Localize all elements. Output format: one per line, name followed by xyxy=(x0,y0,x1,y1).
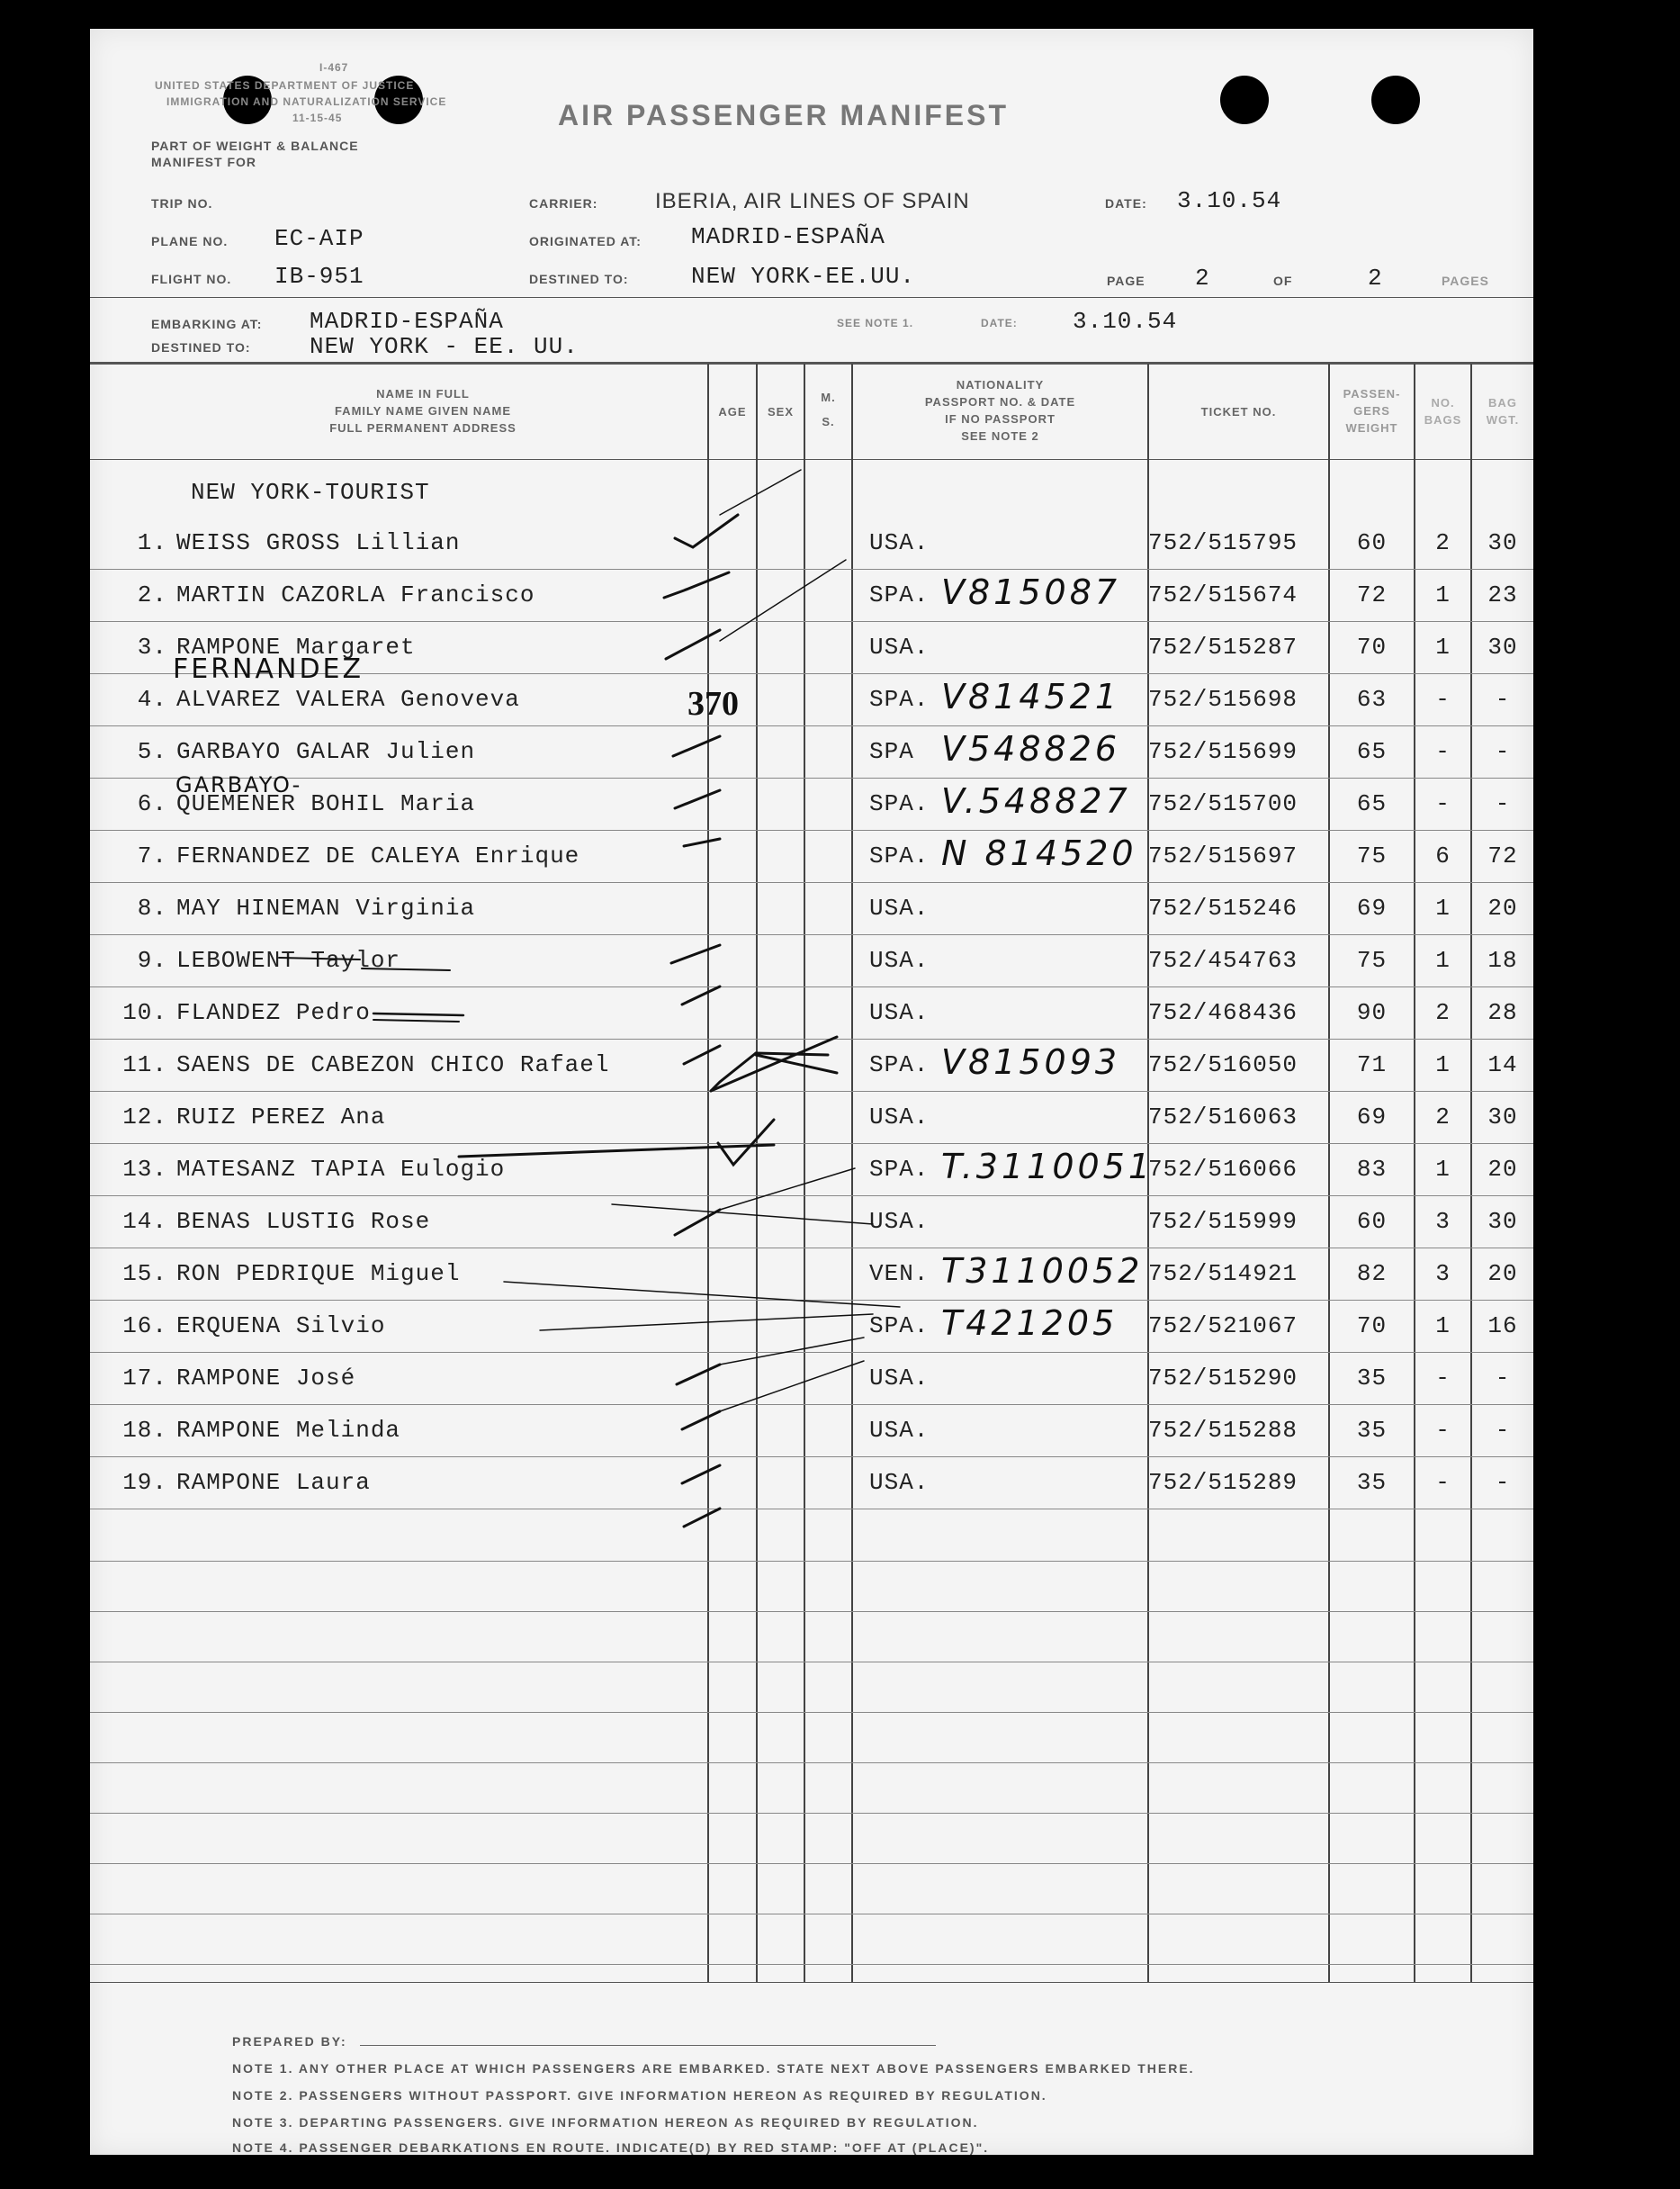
ticket-number: 752/515697 xyxy=(1148,842,1298,869)
row-number: 15. xyxy=(122,1260,167,1287)
bag-count: - xyxy=(1435,686,1451,713)
row-number: 7. xyxy=(137,842,167,869)
page-number: 2 xyxy=(1195,265,1210,292)
passenger-name: QUEMENER BOHIL Maria xyxy=(176,790,476,817)
passenger-weight: 65 xyxy=(1356,738,1388,765)
bag-weight: - xyxy=(1495,1469,1511,1496)
row-number: 3. xyxy=(137,634,167,661)
bag-count: - xyxy=(1435,790,1451,817)
col-age-header: AGE xyxy=(718,405,747,419)
passport-number: V814521 xyxy=(941,677,1121,716)
flight-no: IB-951 xyxy=(274,263,364,290)
passenger-weight: 69 xyxy=(1356,895,1388,922)
passenger-weight: 65 xyxy=(1356,790,1388,817)
ticket-number: 752/521067 xyxy=(1148,1312,1298,1339)
prepared-by-label: PREPARED BY: xyxy=(232,2034,347,2049)
check-mark xyxy=(675,1210,720,1235)
check-mark xyxy=(675,515,738,547)
nationality: SPA xyxy=(869,738,914,765)
originated: MADRID-ESPAÑA xyxy=(691,223,885,250)
flight-no-label: FLIGHT NO. xyxy=(151,272,232,286)
bag-weight: 18 xyxy=(1487,947,1518,974)
bag-count: - xyxy=(1435,738,1451,765)
ticket-number: 752/515699 xyxy=(1148,738,1298,765)
pen-stroke xyxy=(720,1361,864,1411)
manifest-page xyxy=(90,29,1533,2155)
of-label: OF xyxy=(1273,274,1293,288)
bag-count: 2 xyxy=(1435,529,1451,556)
bag-weight: 20 xyxy=(1487,1260,1518,1287)
note-4: NOTE 4. PASSENGER DEBARKATIONS EN ROUTE. INDICATE(D) BY RED STAMP: "OFF AT (PLACE)". xyxy=(232,2140,990,2155)
passenger-name: GARBAYO GALAR Julien xyxy=(176,738,476,765)
check-mark xyxy=(718,1120,774,1165)
underline xyxy=(279,958,360,959)
nationality: VEN. xyxy=(869,1260,930,1287)
ticket-number: 752/515999 xyxy=(1148,1208,1298,1235)
passenger-name: RON PEDRIQUE Miguel xyxy=(176,1260,461,1287)
ticket-number: 752/515287 xyxy=(1148,634,1298,661)
stamp-370: 370 xyxy=(687,685,739,723)
check-mark xyxy=(682,986,720,1004)
ticket-number: 752/515674 xyxy=(1148,581,1298,608)
passenger-weight: 35 xyxy=(1356,1365,1388,1392)
row-number: 2. xyxy=(137,581,167,608)
bag-weight: 23 xyxy=(1487,581,1518,608)
row-number: 8. xyxy=(137,895,167,922)
nationality: SPA. xyxy=(869,842,930,869)
nationality: USA. xyxy=(869,1365,930,1392)
check-mark xyxy=(711,1053,756,1091)
passenger-weight: 70 xyxy=(1356,1312,1388,1339)
check-mark xyxy=(666,630,720,659)
row-number: 12. xyxy=(122,1104,167,1131)
row-number: 9. xyxy=(137,947,167,974)
check-mark xyxy=(675,790,720,808)
embark-destined-label: DESTINED TO: xyxy=(151,340,251,355)
pen-marks xyxy=(90,29,1533,2155)
agency-line1: UNITED STATES DEPARTMENT OF JUSTICE xyxy=(155,79,415,92)
passenger-name: WEISS GROSS Lillian xyxy=(176,529,461,556)
check-mark xyxy=(684,1046,720,1064)
embark-date-label: DATE: xyxy=(981,317,1018,329)
passenger-weight: 69 xyxy=(1356,1104,1388,1131)
bag-weight: 30 xyxy=(1487,634,1518,661)
ticket-number: 752/468436 xyxy=(1148,999,1298,1026)
ticket-number: 752/454763 xyxy=(1148,947,1298,974)
underline xyxy=(373,1020,459,1022)
page-title: AIR PASSENGER MANIFEST xyxy=(558,99,1009,131)
passenger-weight: 75 xyxy=(1356,947,1388,974)
nationality: USA. xyxy=(869,895,930,922)
row-number: 13. xyxy=(122,1156,167,1183)
row-number: 18. xyxy=(122,1417,167,1444)
pen-stroke xyxy=(612,1204,873,1224)
bag-weight: - xyxy=(1495,686,1511,713)
pen-stroke xyxy=(720,560,846,641)
passenger-weight: 60 xyxy=(1356,529,1388,556)
note-2: NOTE 2. PASSENGERS WITHOUT PASSPORT. GIVE INFORMATION HEREON AS REQUIRED BY REGULATION. xyxy=(232,2088,1047,2103)
total-pages: 2 xyxy=(1368,265,1383,292)
check-mark xyxy=(684,1509,720,1527)
bag-count: 1 xyxy=(1435,947,1451,974)
bag-weight: 28 xyxy=(1487,999,1518,1026)
note-3: NOTE 3. DEPARTING PASSENGERS. GIVE INFORMATION HEREON AS REQUIRED BY REGULATION. xyxy=(232,2115,979,2130)
bag-weight: - xyxy=(1495,738,1511,765)
bag-count: - xyxy=(1435,1365,1451,1392)
check-mark xyxy=(682,1411,720,1429)
underline xyxy=(373,1013,463,1015)
col-ms-header: M. S. xyxy=(821,391,836,428)
carrier: IBERIA, AIR LINES OF SPAIN xyxy=(655,189,970,213)
bag-weight: - xyxy=(1495,1365,1511,1392)
nationality: USA. xyxy=(869,1208,930,1235)
bag-count: 1 xyxy=(1435,895,1451,922)
check-mark xyxy=(664,572,729,598)
nationality: USA. xyxy=(869,1469,930,1496)
col-bags-header: NO. BAGS xyxy=(1424,396,1462,427)
ticket-number: 752/515795 xyxy=(1148,529,1298,556)
passenger-weight: 83 xyxy=(1356,1156,1388,1183)
ticket-number: 752/516066 xyxy=(1148,1156,1298,1183)
bag-weight: - xyxy=(1495,790,1511,817)
nationality: SPA. xyxy=(869,1312,930,1339)
originated-label: ORIGINATED AT: xyxy=(529,234,642,248)
ticket-number: 752/515288 xyxy=(1148,1417,1298,1444)
bag-weight: 20 xyxy=(1487,895,1518,922)
passenger-name: LEBOWENT Taylor xyxy=(176,947,401,974)
embarking-label: EMBARKING AT: xyxy=(151,317,263,331)
bag-weight: 30 xyxy=(1487,529,1518,556)
underline xyxy=(362,968,450,970)
passenger-name: RAMPONE José xyxy=(176,1365,356,1392)
passenger-weight: 60 xyxy=(1356,1208,1388,1235)
row-number: 4. xyxy=(137,686,167,713)
note-1: NOTE 1. ANY OTHER PLACE AT WHICH PASSENGERS ARE EMBARKED. STATE NEXT ABOVE PASSENGERS EMBARKED THERE. xyxy=(232,2061,1195,2076)
bag-count: 2 xyxy=(1435,1104,1451,1131)
ticket-number: 752/515290 xyxy=(1148,1365,1298,1392)
passenger-name: FERNANDEZ DE CALEYA Enrique xyxy=(176,842,580,869)
passenger-weight: 72 xyxy=(1356,581,1388,608)
pen-stroke xyxy=(756,1055,837,1073)
passenger-weight: 63 xyxy=(1356,686,1388,713)
passenger-name: ALVAREZ VALERA Genoveva xyxy=(176,686,520,713)
nationality: SPA. xyxy=(869,686,930,713)
passenger-name: MARTIN CAZORLA Francisco xyxy=(176,581,535,608)
nationality: USA. xyxy=(869,529,930,556)
embarking: MADRID-ESPAÑA xyxy=(310,308,504,335)
bag-count: 3 xyxy=(1435,1208,1451,1235)
handwritten-garbayo: GARBAYO- xyxy=(175,772,302,797)
col-weight-header: PASSEN- GERS WEIGHT xyxy=(1343,387,1401,435)
passenger-name: RAMPONE Margaret xyxy=(176,634,416,661)
row-number: 14. xyxy=(122,1208,167,1235)
ticket-number: 752/516063 xyxy=(1148,1104,1298,1131)
pen-stroke xyxy=(504,1282,900,1307)
bag-count: - xyxy=(1435,1417,1451,1444)
passenger-weight: 71 xyxy=(1356,1051,1388,1078)
date: 3.10.54 xyxy=(1177,187,1282,214)
embark-date: 3.10.54 xyxy=(1073,308,1178,335)
ticket-number: 752/515700 xyxy=(1148,790,1298,817)
col-sex-header: SEX xyxy=(767,405,794,419)
passenger-name: RAMPONE Melinda xyxy=(176,1417,401,1444)
bag-count: - xyxy=(1435,1469,1451,1496)
bag-weight: 30 xyxy=(1487,1104,1518,1131)
passenger-name: FLANDEZ Pedro xyxy=(176,999,371,1026)
passenger-weight: 35 xyxy=(1356,1417,1388,1444)
col-bagwgt-header: BAG WGT. xyxy=(1486,396,1520,427)
ticket-number: 752/514921 xyxy=(1148,1260,1298,1287)
check-mark xyxy=(671,945,720,963)
pen-stroke xyxy=(711,1037,837,1091)
form-number: I-467 xyxy=(319,61,349,74)
row-number: 16. xyxy=(122,1312,167,1339)
pen-stroke xyxy=(720,1338,864,1365)
bag-weight: 16 xyxy=(1487,1312,1518,1339)
passenger-name: RUIZ PEREZ Ana xyxy=(176,1104,386,1131)
passport-number: T.3110051 xyxy=(941,1147,1154,1186)
passport-number: T3110052 xyxy=(941,1251,1144,1291)
bag-count: 6 xyxy=(1435,842,1451,869)
part-of-line2: MANIFEST FOR xyxy=(151,155,256,169)
bag-count: 3 xyxy=(1435,1260,1451,1287)
col-name-header: NAME IN FULL FAMILY NAME GIVEN NAME FULL PERMANENT ADDRESS xyxy=(329,387,517,435)
passenger-name: SAENS DE CABEZON CHICO Rafael xyxy=(176,1051,610,1078)
trip-no-label: TRIP NO. xyxy=(151,196,213,211)
check-mark xyxy=(684,839,720,846)
bag-count: 1 xyxy=(1435,1156,1451,1183)
handwritten-fernandez: FERNANDEZ xyxy=(173,653,364,685)
prepared-by-line xyxy=(360,2045,936,2046)
passport-number: N 814520 xyxy=(941,833,1137,873)
passenger-name: RAMPONE Laura xyxy=(176,1469,371,1496)
passport-number: T421205 xyxy=(941,1303,1119,1343)
nationality: USA. xyxy=(869,999,930,1026)
bag-count: 1 xyxy=(1435,581,1451,608)
passenger-name: ERQUENA Silvio xyxy=(176,1312,386,1339)
passport-number: V815087 xyxy=(941,572,1121,612)
pen-stroke xyxy=(720,470,801,515)
nationality: USA. xyxy=(869,947,930,974)
section-label: NEW YORK-TOURIST xyxy=(191,479,430,506)
check-mark xyxy=(673,736,720,756)
bag-weight: - xyxy=(1495,1417,1511,1444)
row-number: 17. xyxy=(122,1365,167,1392)
nationality: SPA. xyxy=(869,790,930,817)
embark-destined: NEW YORK - EE. UU. xyxy=(310,333,579,360)
nationality: SPA. xyxy=(869,1156,930,1183)
nationality: SPA. xyxy=(869,581,930,608)
check-mark xyxy=(677,1365,720,1384)
destined: NEW YORK-EE.UU. xyxy=(691,263,916,290)
bag-count: 1 xyxy=(1435,634,1451,661)
page-label: PAGE xyxy=(1107,274,1145,288)
bag-weight: 20 xyxy=(1487,1156,1518,1183)
ticket-number: 752/515246 xyxy=(1148,895,1298,922)
pen-stroke xyxy=(720,1168,855,1210)
bag-weight: 30 xyxy=(1487,1208,1518,1235)
passenger-weight: 75 xyxy=(1356,842,1388,869)
destined-label: DESTINED TO: xyxy=(529,272,629,286)
pages-label: PAGES xyxy=(1442,274,1489,288)
nationality: SPA. xyxy=(869,1051,930,1078)
passenger-name: MATESANZ TAPIA Eulogio xyxy=(176,1156,506,1183)
row-number: 11. xyxy=(122,1051,167,1078)
see-note-label: SEE NOTE 1. xyxy=(837,317,914,329)
passenger-weight: 35 xyxy=(1356,1469,1388,1496)
nationality: USA. xyxy=(869,634,930,661)
bag-count: 1 xyxy=(1435,1051,1451,1078)
bag-count: 2 xyxy=(1435,999,1451,1026)
row-number: 5. xyxy=(137,738,167,765)
nationality: USA. xyxy=(869,1104,930,1131)
plane-no: EC-AIP xyxy=(274,225,364,252)
passenger-weight: 90 xyxy=(1356,999,1388,1026)
passenger-weight: 70 xyxy=(1356,634,1388,661)
row-number: 6. xyxy=(137,790,167,817)
nationality: USA. xyxy=(869,1417,930,1444)
col-ticket-header: TICKET NO. xyxy=(1200,405,1277,419)
passport-number: V548826 xyxy=(941,729,1121,769)
pen-stroke xyxy=(756,1053,828,1055)
row-number: 19. xyxy=(122,1469,167,1496)
passport-number: V.548827 xyxy=(941,781,1131,821)
check-mark xyxy=(682,1465,720,1483)
passenger-weight: 82 xyxy=(1356,1260,1388,1287)
bag-weight: 72 xyxy=(1487,842,1518,869)
passenger-name: BENAS LUSTIG Rose xyxy=(176,1208,431,1235)
carrier-label: CARRIER: xyxy=(529,196,598,211)
col-nationality-header: NATIONALITY PASSPORT NO. & DATE IF NO PASSPORT SEE NOTE 2 xyxy=(924,378,1076,443)
plane-no-label: PLANE NO. xyxy=(151,234,229,248)
ticket-number: 752/515289 xyxy=(1148,1469,1298,1496)
ticket-number: 752/516050 xyxy=(1148,1051,1298,1078)
ticket-number: 752/515698 xyxy=(1148,686,1298,713)
part-of-line1: PART OF WEIGHT & BALANCE xyxy=(151,139,359,153)
row-number: 1. xyxy=(137,529,167,556)
form-date: 11-15-45 xyxy=(292,112,343,124)
bag-count: 1 xyxy=(1435,1312,1451,1339)
pen-stroke xyxy=(540,1314,873,1330)
agency-line2: IMMIGRATION AND NATURALIZATION SERVICE xyxy=(166,95,447,108)
passenger-name: MAY HINEMAN Virginia xyxy=(176,895,476,922)
bag-weight: 14 xyxy=(1487,1051,1518,1078)
passport-number: V815093 xyxy=(941,1042,1121,1082)
date-label: DATE: xyxy=(1105,196,1147,211)
row-number: 10. xyxy=(122,999,167,1026)
